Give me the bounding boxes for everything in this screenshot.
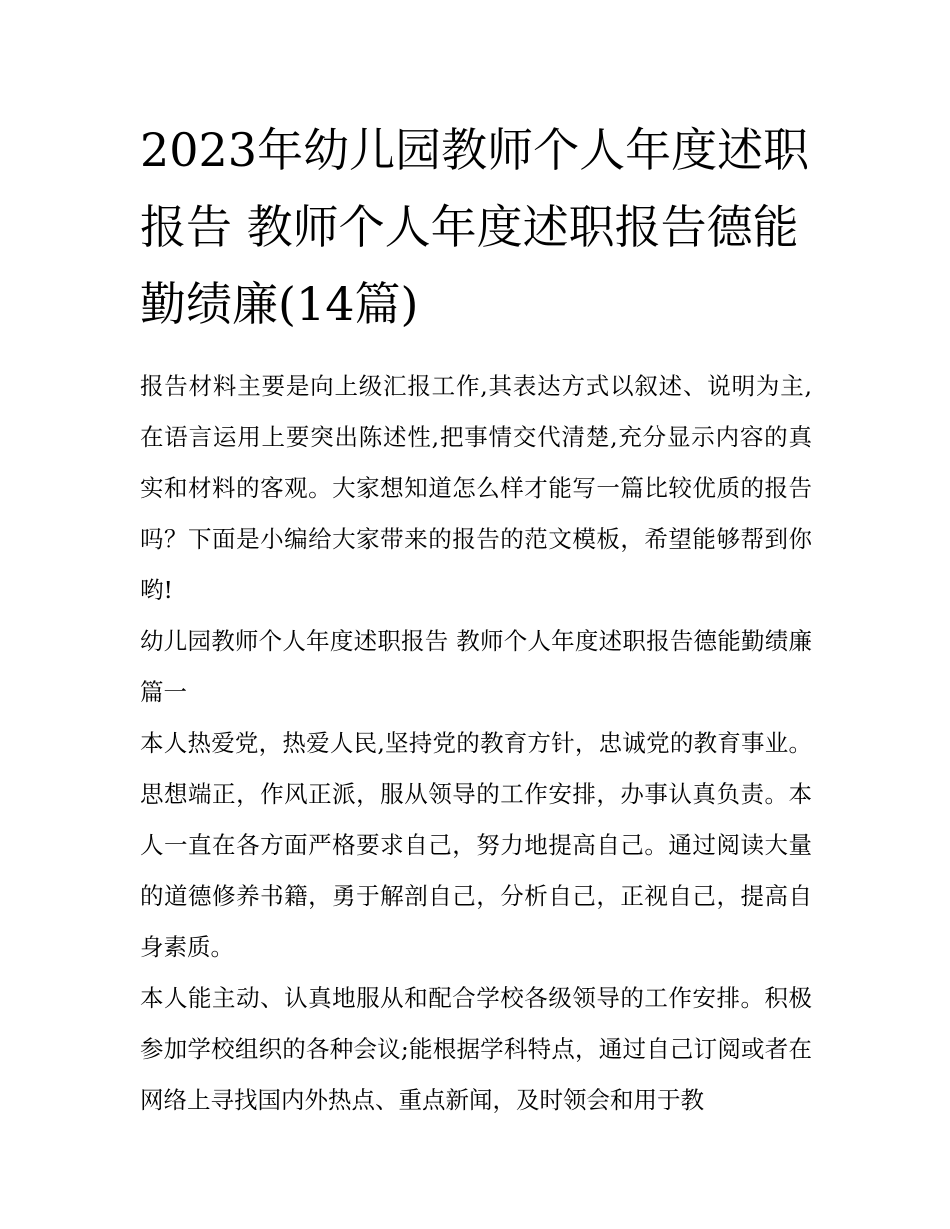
body-paragraph-1: 本人热爱党，热爱人民,坚持党的教育方针，忠诚党的教育事业。思想端正，作风正派，服从领导的工作安排，办事认真负责。本人一直在各方面严格要求自己，努力地提高自己。通过阅读大量的道德修养书籍，勇于解剖自己，分析自己，正视自己，提高自身素质。 <box>140 729 812 961</box>
intro-paragraph: 报告材料主要是向上级汇报工作,其表达方式以叙述、说明为主,在语言运用上要突出陈述性,把事情交代清楚,充分显示内容的真实和材料的客观。大家想知道怎么样才能写一篇比较优质的报告吗？下面是小编给大家带来的报告的范文模板，希望能够帮到你哟! <box>140 372 812 604</box>
body-paragraph-2: 本人能主动、认真地服从和配合学校各级领导的工作安排。积极参加学校组织的各种会议;能根据学科特点，通过自己订阅或者在网络上寻找国内外热点、重点新闻，及时领会和用于教 <box>140 984 812 1114</box>
section-heading: 幼儿园教师个人年度述职报告 教师个人年度述职报告德能勤绩廉篇一 <box>140 627 812 706</box>
document-page <box>140 112 812 1126</box>
document-title: 2023年幼儿园教师个人年度述职报告 教师个人年度述职报告德能勤绩廉(14篇) <box>140 123 810 331</box>
